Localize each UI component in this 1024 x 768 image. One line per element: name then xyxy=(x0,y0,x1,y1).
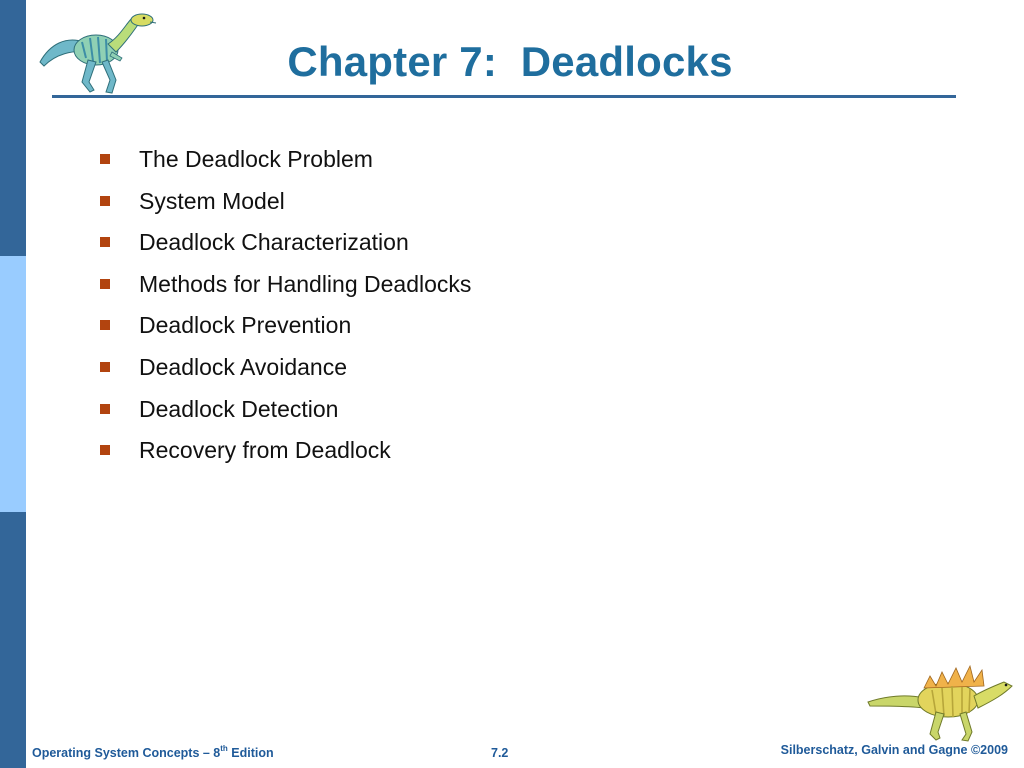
sidebar-band-middle xyxy=(0,256,26,512)
footer-page-number: 7.2 xyxy=(491,746,509,760)
sidebar-bar xyxy=(0,0,26,768)
dinosaur-bottom-illustration xyxy=(866,656,1016,742)
square-bullet-icon xyxy=(100,237,110,247)
footer-book-title xyxy=(32,746,274,760)
square-bullet-icon xyxy=(100,154,110,164)
list-item xyxy=(100,308,471,350)
footer-book-prefix: Operating System Concepts – 8 xyxy=(32,746,221,760)
square-bullet-icon xyxy=(100,320,110,330)
sidebar-band-bottom xyxy=(0,512,26,768)
list-item xyxy=(100,142,471,184)
footer-book-superscript: th xyxy=(220,744,228,753)
bullet-text: Deadlock Characterization xyxy=(139,229,409,256)
list-item xyxy=(100,350,471,392)
list-item xyxy=(100,267,471,309)
square-bullet-icon xyxy=(100,362,110,372)
sidebar-band-top xyxy=(0,0,26,256)
dinosaur-top-illustration xyxy=(36,6,158,96)
footer-book-suffix: Edition xyxy=(227,746,274,760)
bullet-text: Recovery from Deadlock xyxy=(139,437,391,464)
bullet-text: Deadlock Prevention xyxy=(139,312,352,339)
list-item xyxy=(100,184,471,226)
bullet-text: System Model xyxy=(139,187,285,214)
square-bullet-icon xyxy=(100,196,110,206)
square-bullet-icon xyxy=(100,445,110,455)
list-item xyxy=(100,433,471,475)
square-bullet-icon xyxy=(100,404,110,414)
list-item xyxy=(100,225,471,267)
bullet-text: Deadlock Avoidance xyxy=(139,353,347,380)
footer-copyright: Silberschatz, Galvin and Gagne ©2009 xyxy=(780,743,1008,757)
bullet-text: Deadlock Detection xyxy=(139,395,339,422)
list-item xyxy=(100,392,471,434)
square-bullet-icon xyxy=(100,279,110,289)
slide-title: Chapter 7: Deadlocks xyxy=(287,38,733,85)
bullet-text: The Deadlock Problem xyxy=(139,146,373,172)
bullet-list xyxy=(100,142,471,475)
title-divider xyxy=(52,95,956,98)
bullet-text: Methods for Handling Deadlocks xyxy=(139,270,472,297)
